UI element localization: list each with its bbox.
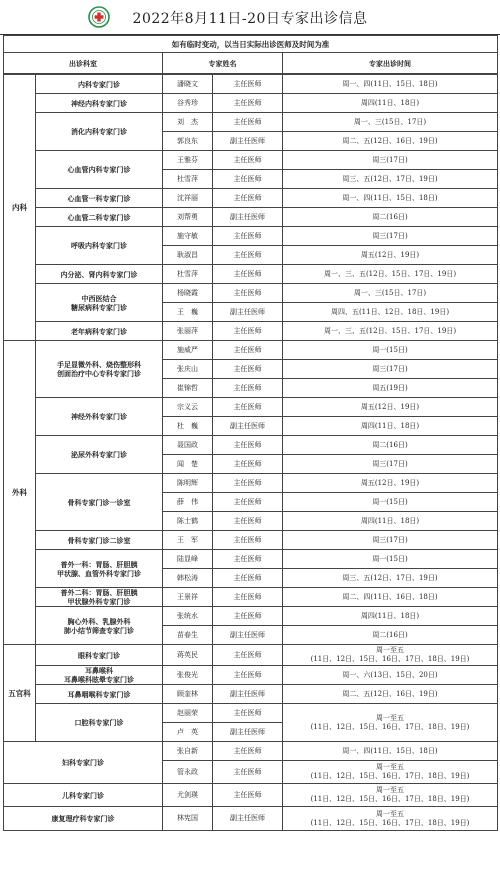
table-row <box>4 75 498 94</box>
doctor-title: 主任医师 <box>213 436 283 455</box>
schedule-time: 周三(17日) <box>283 151 498 170</box>
schedule-time: 周五(12日、19日) <box>283 246 498 265</box>
doctor-name: 王景祥 <box>163 588 213 607</box>
doctor-name: 宗义云 <box>163 398 213 417</box>
doctor-name: 张俊光 <box>163 666 213 685</box>
doctor-title: 主任医师 <box>213 265 283 284</box>
schedule-time: 周一、三(15日、17日) <box>283 284 498 303</box>
doctor-name: 杨晓霞 <box>163 284 213 303</box>
doctor-title: 副主任医师 <box>213 685 283 704</box>
doctor-title: 主任医师 <box>213 784 283 807</box>
page-title: 2022年8月11日-20日专家出诊信息 <box>132 11 368 27</box>
schedule-time: 周二(16日) <box>283 208 498 227</box>
doctor-title: 主任医师 <box>213 550 283 569</box>
table-row <box>4 208 498 227</box>
doctor-title: 主任医师 <box>213 75 283 94</box>
doctor-title: 主任医师 <box>213 666 283 685</box>
doctor-title: 主任医师 <box>213 704 283 723</box>
doctor-name: 苗春生 <box>163 626 213 645</box>
doctor-title: 主任医师 <box>213 322 283 341</box>
clinic-cell: 手足显微外科、烧伤整形科 创面治疗中心专科专家门诊 <box>36 341 163 398</box>
schedule-table <box>3 35 498 74</box>
doctor-title: 主任医师 <box>213 360 283 379</box>
doctor-name: 顾奎林 <box>163 685 213 704</box>
doctor-title: 主任医师 <box>213 341 283 360</box>
clinic-cell: 呼吸内科专家门诊 <box>36 227 163 265</box>
column-header-time: 专家出诊时间 <box>283 53 498 74</box>
schedule-time: 周一(15日) <box>283 493 498 512</box>
doctor-title: 主任医师 <box>213 493 283 512</box>
table-row <box>4 284 498 303</box>
clinic-cell: 消化内科专家门诊 <box>36 113 163 151</box>
doctor-name: 王 军 <box>163 531 213 550</box>
clinic-cell: 普外一科：胃肠、肝胆胰 甲状腺、血管外科专家门诊 <box>36 550 163 588</box>
schedule-time: 周一(15日) <box>283 341 498 360</box>
clinic-cell: 康复理疗科专家门诊 <box>4 807 163 831</box>
clinic-cell: 妇科专家门诊 <box>4 742 163 784</box>
clinic-cell: 神经外科专家门诊 <box>36 398 163 436</box>
clinic-cell: 心血管内科专家门诊 <box>36 151 163 189</box>
clinic-cell: 耳鼻喉科 耳鼻喉科眩晕专家门诊 <box>36 666 163 685</box>
doctor-name: 管永政 <box>163 761 213 784</box>
schedule-time: 周一、四(11日、15日、18日) <box>283 742 498 761</box>
schedule-time: 周一、四(11日、15日、18日) <box>283 189 498 208</box>
table-row <box>4 531 498 550</box>
doctor-name: 张自新 <box>163 742 213 761</box>
table-row <box>4 436 498 455</box>
table-row <box>4 474 498 493</box>
doctor-title: 副主任医师 <box>213 417 283 436</box>
table-row <box>4 666 498 685</box>
schedule-time: 周四(11日、18日) <box>283 512 498 531</box>
table-row <box>4 645 498 666</box>
category-cell-wuguan: 五官科 <box>4 645 36 742</box>
doctor-name: 崔锦哲 <box>163 379 213 398</box>
table-row <box>4 784 498 807</box>
doctor-name: 沈祥丽 <box>163 189 213 208</box>
clinic-cell: 胸心外科、乳腺外科 肺小结节筛查专家门诊 <box>36 607 163 645</box>
doctor-name: 蒋英民 <box>163 645 213 666</box>
schedule-time: 周四(11日、18日) <box>283 417 498 436</box>
doctor-title: 副主任医师 <box>213 303 283 322</box>
doctor-name: 闻 楚 <box>163 455 213 474</box>
doctor-title: 主任医师 <box>213 645 283 666</box>
doctor-title: 主任医师 <box>213 189 283 208</box>
doctor-title: 副主任医师 <box>213 132 283 151</box>
doctor-title: 主任医师 <box>213 170 283 189</box>
schedule-time: 周二、四(11日、16日、18日) <box>283 588 498 607</box>
schedule-time: 周二、五(12日、16日、19日) <box>283 685 498 704</box>
doctor-name: 陈明辉 <box>163 474 213 493</box>
schedule-time: 周一、三(15日、17日) <box>283 113 498 132</box>
schedule-time: 周二、五(12日、16日、19日) <box>283 132 498 151</box>
schedule-time: 周二(16日) <box>283 626 498 645</box>
doctor-title: 副主任医师 <box>213 626 283 645</box>
table-row <box>4 322 498 341</box>
table-row <box>4 113 498 132</box>
doctor-title: 主任医师 <box>213 512 283 531</box>
schedule-body <box>3 74 498 831</box>
clinic-cell: 骨科专家门诊二诊室 <box>36 531 163 550</box>
table-row <box>4 588 498 607</box>
doctor-name: 潘晓文 <box>163 75 213 94</box>
clinic-cell: 中西医结合 糖尿病科专家门诊 <box>36 284 163 322</box>
table-row <box>4 398 498 417</box>
doctor-name: 韩松涛 <box>163 569 213 588</box>
doctor-name: 聂国政 <box>163 436 213 455</box>
doctor-title: 主任医师 <box>213 455 283 474</box>
doctor-name: 杜雪萍 <box>163 265 213 284</box>
clinic-cell: 内科专家门诊 <box>36 75 163 94</box>
table-row <box>4 807 498 831</box>
clinic-cell: 口腔科专家门诊 <box>36 704 163 742</box>
doctor-name: 张统水 <box>163 607 213 626</box>
doctor-title: 主任医师 <box>213 94 283 113</box>
doctor-title: 主任医师 <box>213 151 283 170</box>
schedule-time: 周三(17日) <box>283 360 498 379</box>
doctor-title: 主任医师 <box>213 588 283 607</box>
table-row <box>4 550 498 569</box>
doctor-name: 谷秀珍 <box>163 94 213 113</box>
schedule-time: 周四(11日、18日) <box>283 607 498 626</box>
doctor-name: 施守敏 <box>163 227 213 246</box>
schedule-time: 周五(12日、19日) <box>283 398 498 417</box>
clinic-cell: 普外二科：胃肠、肝胆胰 甲状腺外科专家门诊 <box>36 588 163 607</box>
table-row <box>4 265 498 284</box>
schedule-time: 周四、五(11日、12日、18日、19日) <box>283 303 498 322</box>
schedule-time: 周一至五 (11日、12日、15日、16日、17日、18日、19日) <box>283 807 498 831</box>
doctor-name: 陆显峰 <box>163 550 213 569</box>
column-header-department: 出诊科室 <box>4 53 163 74</box>
schedule-time: 周一至五 (11日、12日、15日、16日、17日、18日、19日) <box>283 784 498 807</box>
clinic-cell: 心血管二科专家门诊 <box>36 208 163 227</box>
clinic-cell: 心血管一科专家门诊 <box>36 189 163 208</box>
category-cell-neike: 内科 <box>4 75 36 341</box>
clinic-cell: 泌尿外科专家门诊 <box>36 436 163 474</box>
doctor-title: 主任医师 <box>213 761 283 784</box>
doctor-name: 陈士鹤 <box>163 512 213 531</box>
doctor-name: 施威严 <box>163 341 213 360</box>
column-header-doctor: 专家姓名 <box>163 53 283 74</box>
doctor-name: 张庆山 <box>163 360 213 379</box>
table-row <box>4 742 498 761</box>
header <box>0 0 500 35</box>
doctor-title: 主任医师 <box>213 284 283 303</box>
clinic-cell: 儿科专家门诊 <box>4 784 163 807</box>
clinic-cell: 内分泌、肾内科专家门诊 <box>36 265 163 284</box>
doctor-name: 卢 英 <box>163 723 213 742</box>
doctor-title: 副主任医师 <box>213 807 283 831</box>
doctor-name: 张丽萍 <box>163 322 213 341</box>
table-row <box>4 227 498 246</box>
doctor-name: 刘帮勇 <box>163 208 213 227</box>
table-row <box>4 189 498 208</box>
table-row <box>4 704 498 723</box>
schedule-time: 周一至五 (11日、12日、15日、16日、17日、18日、19日) <box>283 761 498 784</box>
schedule-time: 周一至五 (11日、12日、15日、16日、17日、18日、19日) <box>283 645 498 666</box>
table-row <box>4 151 498 170</box>
doctor-title: 主任医师 <box>213 398 283 417</box>
schedule-time: 周一、四(11日、15日、18日) <box>283 75 498 94</box>
schedule-time: 周一、三、五(12日、15日、17日、19日) <box>283 265 498 284</box>
doctor-title: 主任医师 <box>213 379 283 398</box>
doctor-title: 主任医师 <box>213 113 283 132</box>
doctor-name: 王雅芬 <box>163 151 213 170</box>
clinic-cell: 老年病科专家门诊 <box>36 322 163 341</box>
doctor-title: 主任医师 <box>213 227 283 246</box>
doctor-name: 郭良东 <box>163 132 213 151</box>
doctor-name: 杜 巍 <box>163 417 213 436</box>
doctor-title: 副主任医师 <box>213 723 283 742</box>
doctor-title: 主任医师 <box>213 569 283 588</box>
schedule-time: 周三、五(12日、17日、19日) <box>283 569 498 588</box>
doctor-name: 耿淑昌 <box>163 246 213 265</box>
schedule-time: 周三(17日) <box>283 227 498 246</box>
doctor-name: 杜雪萍 <box>163 170 213 189</box>
schedule-time: 周二(16日) <box>283 436 498 455</box>
doctor-title: 主任医师 <box>213 607 283 626</box>
notice-banner: 如有临时变动，以当日实际出诊医师及时间为准 <box>4 36 498 53</box>
schedule-time: 周三(17日) <box>283 455 498 474</box>
doctor-title: 主任医师 <box>213 474 283 493</box>
doctor-title: 副主任医师 <box>213 208 283 227</box>
schedule-time: 周三(17日) <box>283 531 498 550</box>
doctor-name: 尤剑瑛 <box>163 784 213 807</box>
schedule-time: 周四(11日、18日) <box>283 94 498 113</box>
schedule-time: 周一至五 (11日、12日、15日、16日、17日、18日、19日) <box>283 704 498 742</box>
clinic-cell: 眼科专家门诊 <box>36 645 163 666</box>
clinic-cell: 神经内科专家门诊 <box>36 94 163 113</box>
doctor-name: 赵丽荣 <box>163 704 213 723</box>
schedule-time: 周一、六(13日、15日、20日) <box>283 666 498 685</box>
schedule-time: 周一、三、五(12日、15日、17日、19日) <box>283 322 498 341</box>
category-cell-waike: 外科 <box>4 341 36 645</box>
clinic-cell: 骨科专家门诊一诊室 <box>36 474 163 531</box>
doctor-name: 王 巍 <box>163 303 213 322</box>
table-row <box>4 341 498 360</box>
doctor-title: 主任医师 <box>213 531 283 550</box>
doctor-name: 林宪国 <box>163 807 213 831</box>
doctor-name: 刘 杰 <box>163 113 213 132</box>
schedule-time: 周五(19日) <box>283 379 498 398</box>
doctor-name: 薛 伟 <box>163 493 213 512</box>
table-row <box>4 94 498 113</box>
schedule-time: 周五(12日、19日) <box>283 474 498 493</box>
table-row <box>4 607 498 626</box>
table-row <box>4 685 498 704</box>
doctor-title: 主任医师 <box>213 742 283 761</box>
schedule-time: 周三、五(12日、17日、19日) <box>283 170 498 189</box>
schedule-time: 周一(15日) <box>283 550 498 569</box>
doctor-title: 主任医师 <box>213 246 283 265</box>
clinic-cell: 耳鼻咽喉科专家门诊 <box>36 685 163 704</box>
